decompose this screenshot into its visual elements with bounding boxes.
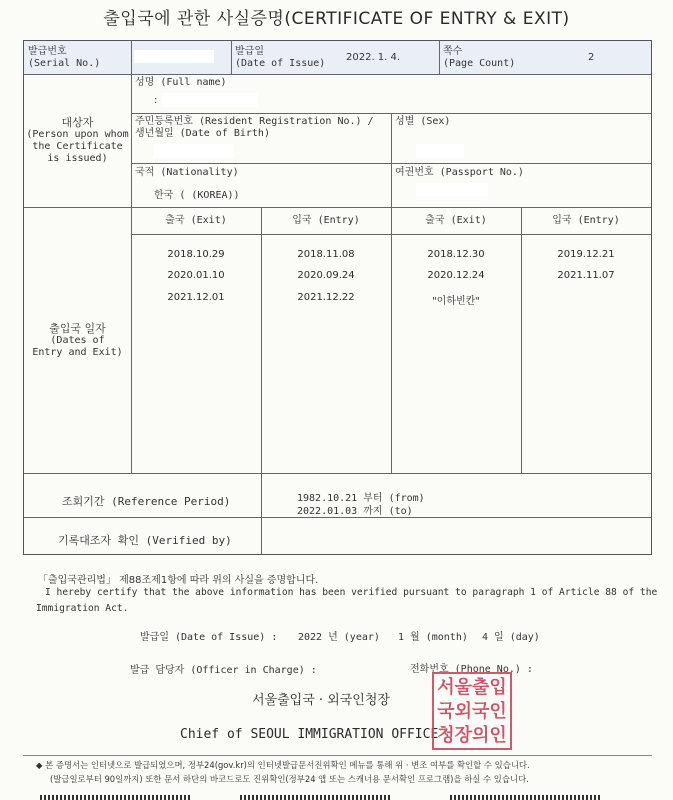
issue-month: 1 월 (month) [398,632,468,643]
redacted-passport [416,183,488,197]
redacted-name [162,93,258,107]
divider [521,207,522,473]
redacted-rrn [154,144,234,158]
divider [24,74,651,75]
exit-date: 2020.01.10 [167,270,225,281]
footer-divider [23,755,652,756]
exit-date: 2020.12.24 [427,270,485,281]
full-name-label: 성명 (Full name) [135,77,227,88]
entry-date: 2018.11.08 [297,249,355,260]
divider [131,41,132,74]
divider [231,41,232,74]
entry-date: 2021.12.22 [297,292,355,303]
entry-date: 2021.11.07 [557,270,615,281]
redacted-serial [134,50,214,63]
divider [24,473,651,474]
divider [391,113,392,207]
cert-line-ko: 「출입국관리법」 제88조제1항에 따라 위의 사실을 증명합니다. [38,575,319,586]
divider [24,207,651,208]
office-name-en: Chief of SEOUL IMMIGRATION OFFICE [180,727,439,742]
sex-label: 성별 (Sex) [395,116,451,127]
divider [261,207,262,473]
issue-date-label-bottom: 발급일 (Date of Issue) : [140,632,278,643]
page-count-label: 쪽수 (Page Count) [443,46,516,69]
passport-label: 여권번호 (Passport No.) [395,167,524,178]
entry-date: 2020.09.24 [297,270,355,281]
footer-notice-2: (발급일로부터 90일까지) 또한 문서 하단의 바코드로도 진위확인(정부24 앱 또는 스캐너용 문서확인 프로그램)을 하실 수 있습니다. [50,774,529,784]
serial-label: 발급번호 (Serial No.) [28,46,101,69]
divider [261,473,262,554]
footer-notice-1: ◆ 본 증명서는 인터넷으로 발급되었으며, 정부24(gov.kr)의 인터넷발급문서진위확인 메뉴를 통해 위 · 변조 여부를 확인할 수 있습니다. [36,760,530,770]
redacted-sex [416,144,464,158]
official-seal-stamp: 서울출입 국외국인 청장의인 [432,672,512,750]
header-row-background [24,41,651,74]
issue-date-label: 발급일 (Date of Issue) [235,46,326,69]
office-name-ko: 서울출입국 · 외국인청장 [252,693,390,708]
document-title: 출입국에 관한 사실증명(CERTIFICATE OF ENTRY & EXIT) [103,9,570,29]
officer-label: 발급 담당자 (Officer in Charge) : [130,665,317,676]
col-header-entry-1: 입국 (Entry) [292,215,360,226]
divider [391,207,392,473]
barcode [240,795,390,800]
records-label: 출입국 일자 (Dates of Entry and Exit) [32,322,123,358]
col-header-exit-1: 출국 (Exit) [165,215,227,226]
blank-below-marker: "이하빈칸" [432,296,480,307]
barcode [450,795,600,800]
rrn-label: 주민등록번호 (Resident Registration No.) / 생년월일 (Date of Birth) [135,116,374,139]
issue-date-value: 2022. 1. 4. [346,52,401,63]
nationality-value: 한국 ( (KOREA)) [154,190,240,201]
entry-date: 2019.12.21 [557,249,615,260]
exit-date: 2021.12.01 [167,292,225,303]
reference-from: 1982.10.21 부터 (from) [297,493,425,504]
divider [439,41,440,74]
reference-to: 2022.01.03 까지 (to) [297,506,413,517]
barcode [40,795,190,800]
col-header-entry-2: 입국 (Entry) [552,215,620,226]
issue-year: 2022 년 (year) [298,632,380,643]
exit-date: 2018.10.29 [167,249,225,260]
nationality-label: 국적 (Nationality) [135,167,239,178]
exit-date: 2018.12.30 [427,249,485,260]
cert-line-en-2: Immigration Act. [36,603,129,614]
divider [24,517,651,518]
col-header-exit-2: 출국 (Exit) [425,215,487,226]
page-count-value: 2 [588,52,595,63]
cert-line-en: I hereby certify that the above information has been verified pursuant to paragraph 1 of Article 88 of the [45,587,658,598]
full-name-colon: : [154,95,158,106]
reference-period-label: 조회기간 (Reference Period) [62,495,231,508]
verified-by-label: 기록대조자 확인 (Verified by) [58,534,232,547]
subject-label: 대상자 (Person upon whom the Certificate is issued) [26,116,129,164]
certificate-table [23,40,652,555]
phone-label: 전화번호 (Phone No.) : [410,664,533,675]
issue-day: 4 일 (day) [482,632,540,643]
